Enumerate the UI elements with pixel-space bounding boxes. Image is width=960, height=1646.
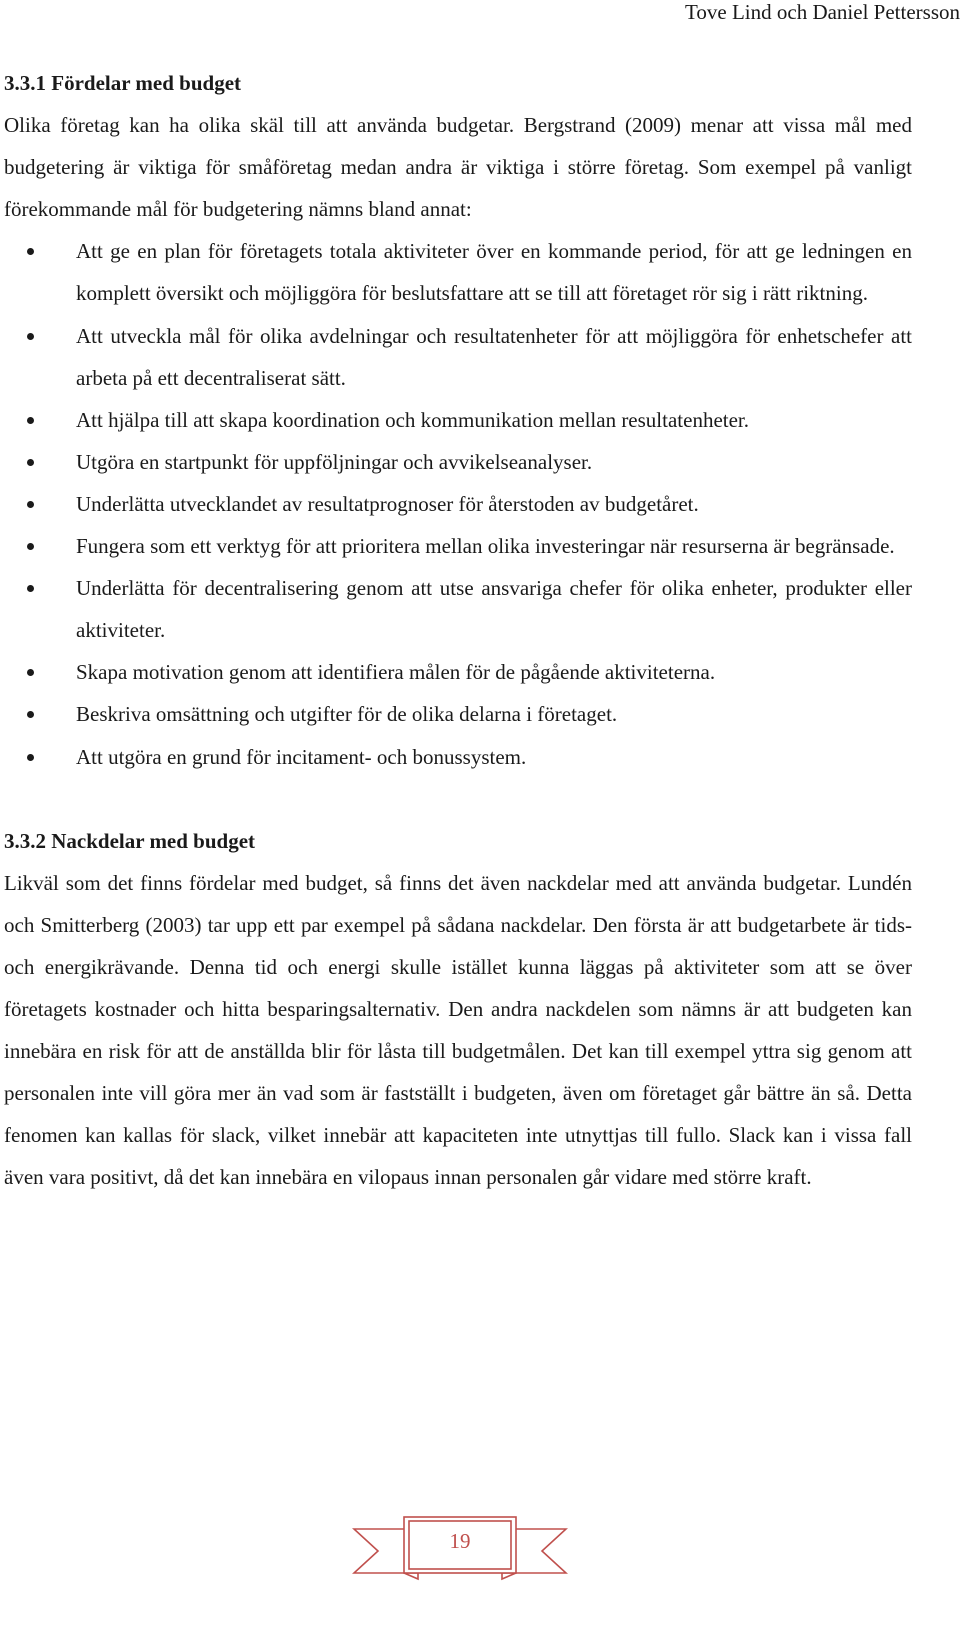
bullet-icon [27,248,34,255]
list-item-text: Fungera som ett verktyg för att prioritera mellan olika investeringar när resurserna är begränsade. [76,534,895,559]
section-spacer [4,778,912,820]
list-item-text: Underlätta utvecklandet av resultatprognoser för återstoden av budgetåret. [76,491,699,516]
header-authors: Tove Lind och Daniel Pettersson [685,0,960,24]
bullet-icon [27,501,34,508]
document-body [4,62,912,1198]
list-item-text: Skapa motivation genom att identifiera målen för de pågående aktiviteterna. [76,660,716,685]
list-item-text: Att utveckla mål för olika avdelningar och resultatenheter för att möjliggöra för enhetschefer att arbeta på ett decentraliserat sätt. [76,323,912,390]
list-item-text: Att hjälpa till att skapa koordination och kommunikation mellan resultatenheter. [76,407,750,432]
list-item [4,399,912,441]
bullet-icon [27,543,34,550]
advantages-list [4,230,912,777]
list-item [4,483,912,525]
list-item [4,230,912,314]
nackdelar-paragraph: Likväl som det finns fördelar med budget, så finns det även nackdelar med att använda budgetar. Lundén och Smitterberg (2003) tar upp ett par exempel på sådana nackdelar. Den första är att budgetarbete är tids- och energikrävande. Denna tid och energi skulle istället kunna läggas på aktiviteter som att se över företagets kostnader och hitta besparingsalternativ. Den andra nackdelen som nämns är att budgeten kan innebära en risk för att de anställda blir för låsta till budgetmålen. Det kan till exempel yttra sig genom att personalen inte vill göra mer än vad som är fastställt i budgeten, även om företaget går bättre än så. Detta fenomen kan kallas för slack, vilket innebär att kapaciteten inte utnyttjas till fullo. Slack kan i vissa fall även vara positivt, då det kan innebära en vilopaus innan personalen går vidare med större kraft. [4,870,912,1190]
list-item [4,736,912,778]
bullet-icon [27,459,34,466]
list-item [4,441,912,483]
list-item-text: Utgöra en startpunkt för uppföljningar och avvikelseanalyser. [76,449,593,474]
list-item-text: Beskriva omsättning och utgifter för de olika delarna i företaget. [76,702,618,727]
intro-paragraph: Olika företag kan ha olika skäl till att använda budgetar. Bergstrand (2009) menar att vissa mål med budgetering är viktiga för småföretag medan andra är viktiga i större företag. Som exempel på vanligt förekommande mål för budgetering nämns bland annat: [4,113,912,222]
section-heading-fordelar: 3.3.1 Fördelar med budget [4,71,242,95]
bullet-icon [27,333,34,340]
list-item [4,567,912,651]
page-number-ribbon [352,1505,568,1581]
bullet-icon [27,585,34,592]
bullet-icon [27,417,34,424]
bullet-icon [27,754,34,761]
list-item [4,693,912,735]
bullet-icon [27,711,34,718]
list-item [4,651,912,693]
list-item-text: Att utgöra en grund för incitament- och bonussystem. [76,744,527,769]
list-item [4,315,912,399]
page-number: 19 [449,1529,471,1553]
list-item-text: Underlätta för decentralisering genom att utse ansvariga chefer för olika enheter, produkter eller aktiviteter. [76,576,912,643]
list-item-text: Att ge en plan för företagets totala aktiviteter över en kommande period, för att ge ledningen en komplett översikt och möjliggöra för beslutsfattare att se till att företaget rör sig i rätt riktning. [76,239,912,306]
section-heading-nackdelar: 3.3.2 Nackdelar med budget [4,828,256,853]
list-item [4,525,912,567]
bullet-icon [27,669,34,676]
